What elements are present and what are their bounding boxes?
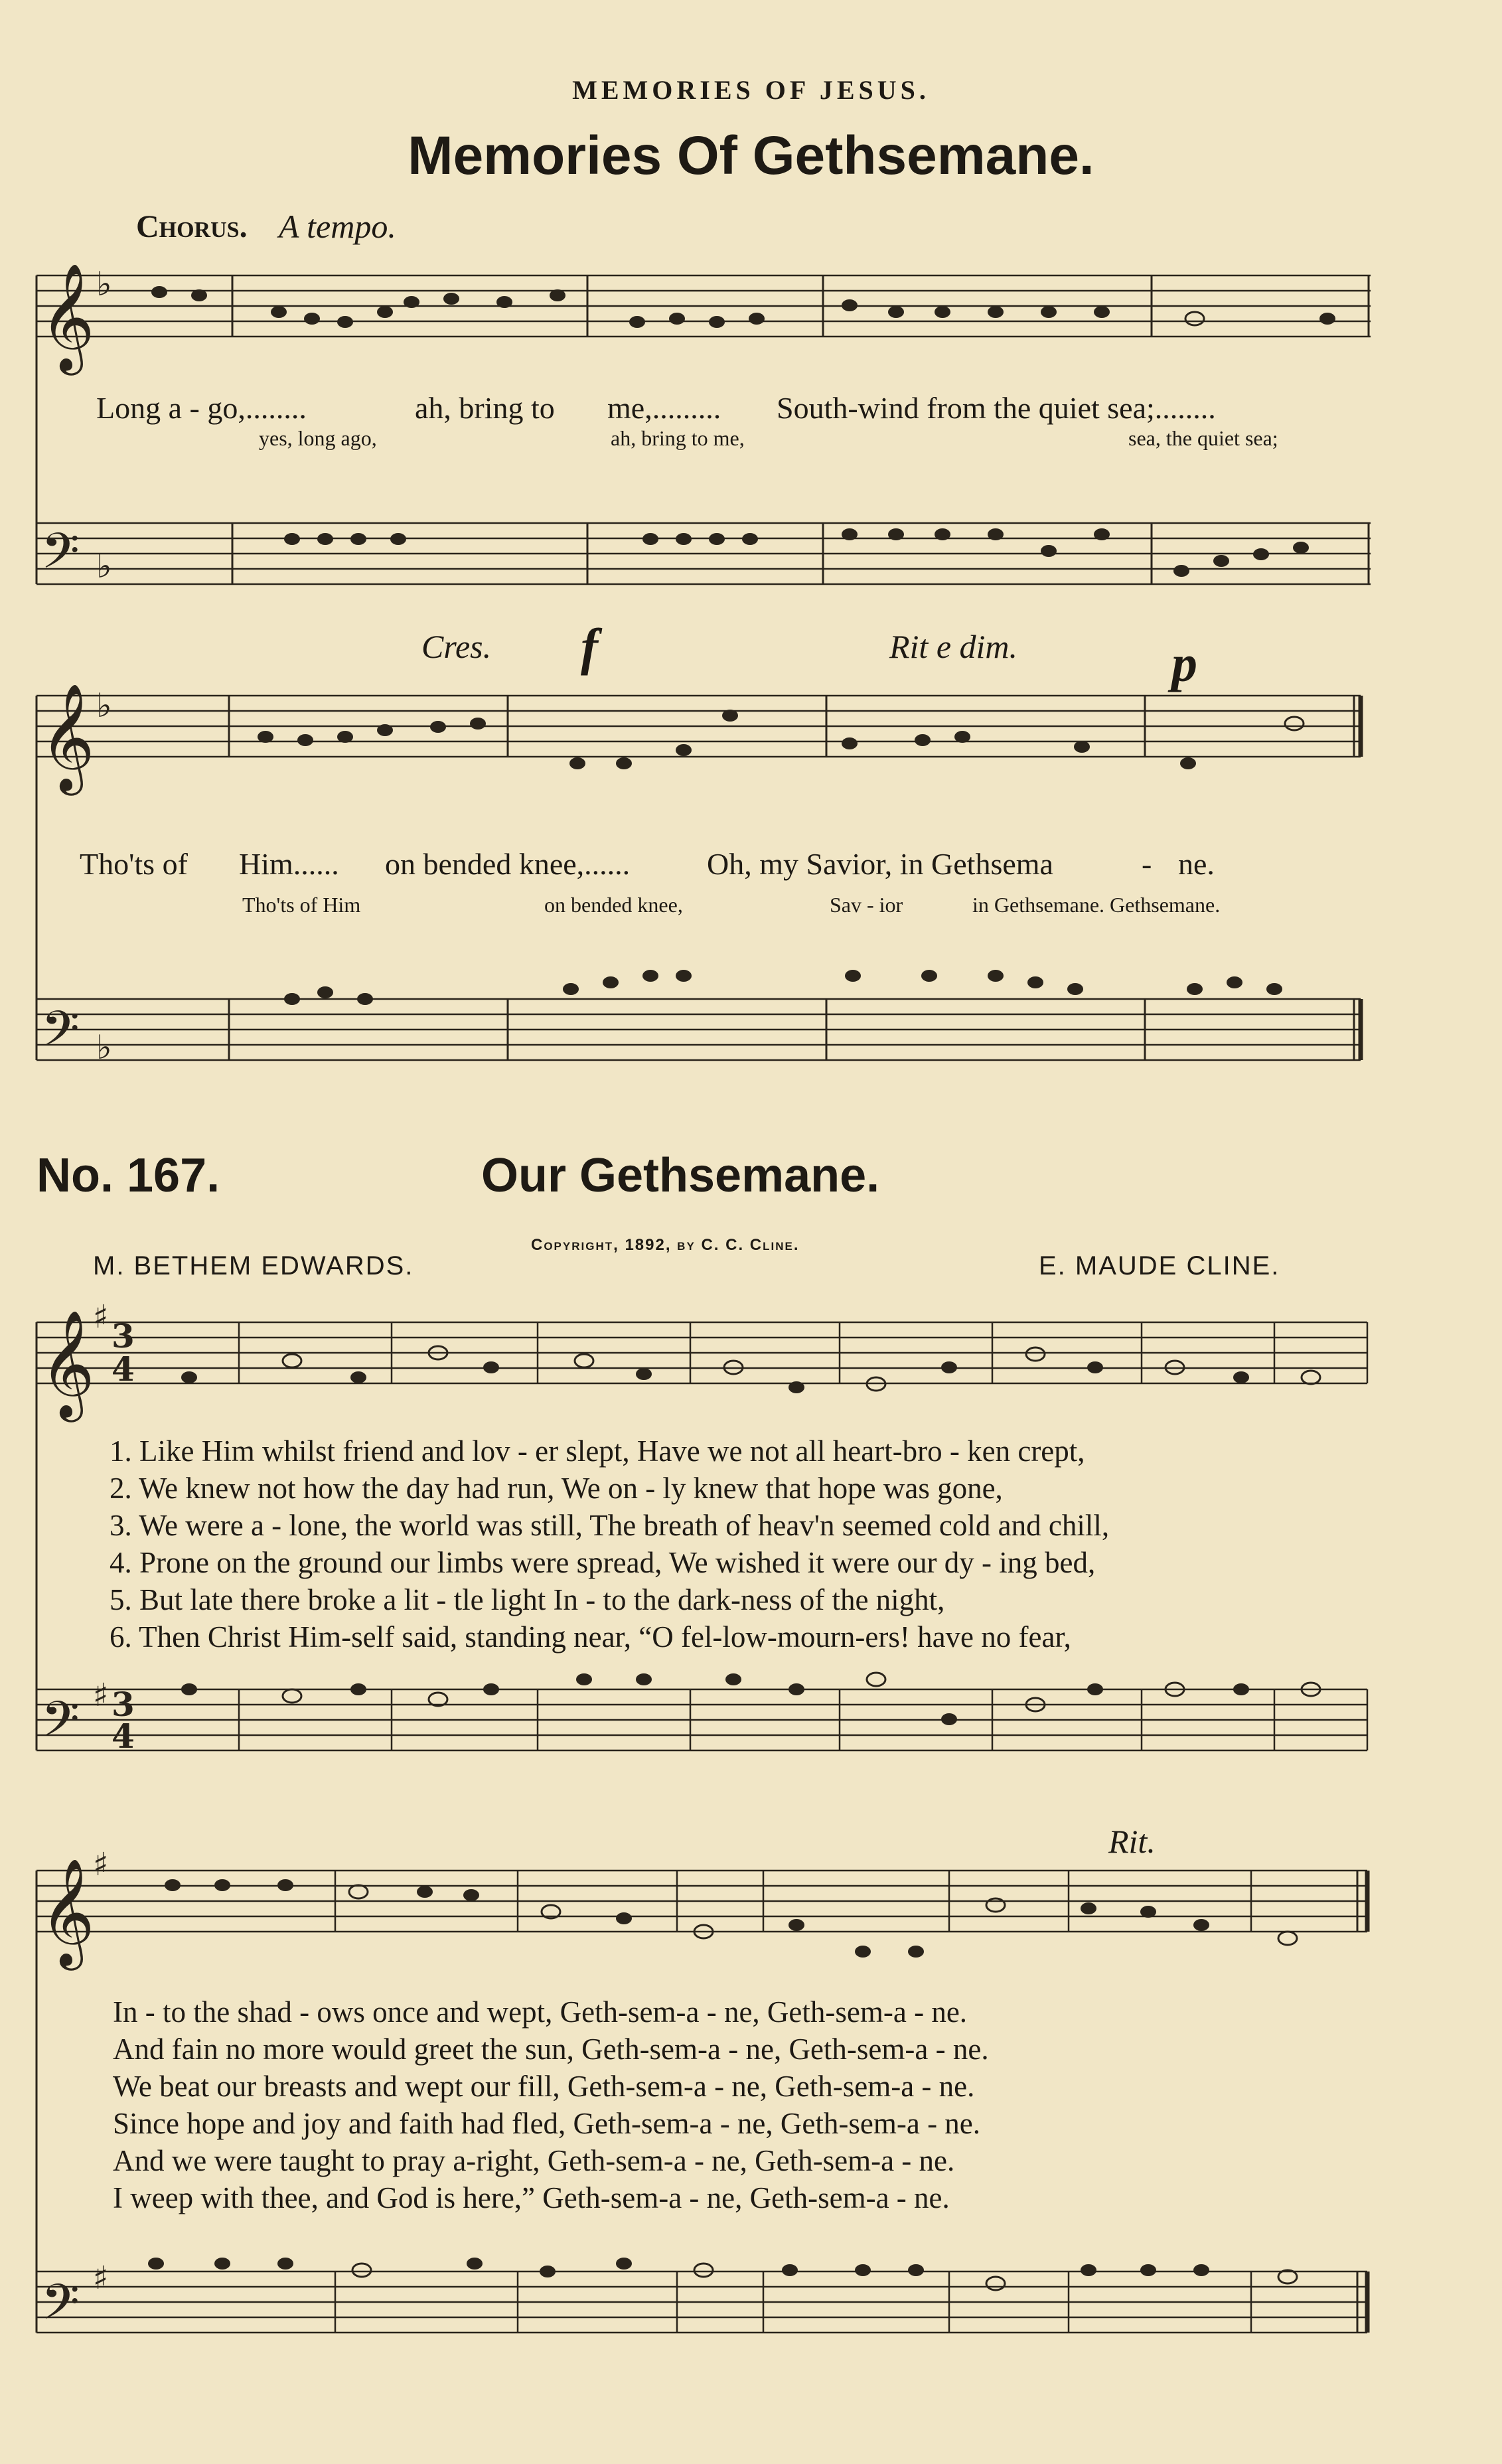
treble-staff-4 — [37, 1871, 1367, 1932]
author-credit: M. BETHEM EDWARDS. — [93, 1251, 414, 1280]
lyric-1-sub-c: sea, the quiet sea; — [1128, 426, 1278, 450]
verse-line: And we were taught to pray a-right, Geth-sem-a - ne, Geth-sem-a - ne. — [113, 2144, 955, 2177]
lyric-2-sub-b: on bended knee, — [544, 893, 683, 917]
cres-marking: Cres. — [421, 628, 492, 665]
page-header: MEMORIES OF JESUS. — [572, 75, 930, 105]
chorus-label: Chorus. — [136, 209, 248, 244]
rit-marking-2: Rit. — [1108, 1823, 1156, 1860]
verses-part2 — [113, 1993, 989, 2216]
forte-marking: f — [581, 618, 598, 676]
time-sig-top: 3 — [112, 1316, 135, 1355]
hymn1-title: Memories Of Gethsemane. — [408, 125, 1094, 186]
lyric-1-sub-b: ah, bring to me, — [611, 426, 745, 450]
treble-clef-icon: 𝄞 — [40, 1858, 95, 1966]
treble-clef-icon: 𝄞 — [40, 263, 95, 371]
verse-line: Since hope and joy and faith had fled, Geth-sem-a - ne, Geth-sem-a - ne. — [113, 2107, 981, 2140]
bass-staff-4 — [37, 2272, 1367, 2333]
verse-line: 3. We were a - lone, the world was still, The breath of heav'n seemed cold and chill, — [110, 1509, 1110, 1542]
lyric-1b: ah, bring to — [415, 391, 555, 425]
sharp-icon: ♯ — [93, 2260, 109, 2297]
bass-clef-icon: 𝄢 — [41, 522, 80, 592]
sharp-icon: ♯ — [93, 1298, 109, 1336]
hymn2-number: No. 167. — [37, 1149, 220, 1202]
verse-line: I weep with thee, and God is here,” Geth-sem-a - ne, Geth-sem-a - ne. — [113, 2181, 950, 2214]
time-sig-bottom: 4 — [112, 1349, 135, 1389]
copyright-notice: Copyright, 1892, by C. C. Cline. — [531, 1236, 800, 1254]
verse-line: And fain no more would greet the sun, Geth-sem-a - ne, Geth-sem-a - ne. — [113, 2033, 989, 2066]
verse-line: We beat our breasts and wept our fill, Geth-sem-a - ne, Geth-sem-a - ne. — [113, 2070, 975, 2103]
flat-icon: ♭ — [96, 686, 112, 725]
lyric-1-sub-a: yes, long ago, — [259, 426, 377, 450]
bass-clef-icon: 𝄢 — [41, 1691, 80, 1760]
time-sig-bottom: 4 — [112, 1717, 135, 1756]
lyric-1c: me,......... — [607, 391, 721, 425]
verse-line: 2. We knew not how the day had run, We on - ly knew that hope was gone, — [110, 1472, 1003, 1505]
verse-line: In - to the shad - ows once and wept, Geth-sem-a - ne, Geth-sem-a - ne. — [113, 1995, 968, 2029]
treble-clef-icon: 𝄞 — [40, 1310, 95, 1418]
hymn2-title: Our Gethsemane. — [481, 1149, 880, 1202]
sharp-icon: ♯ — [93, 1677, 109, 1714]
lyric-2-sub-c: Sav - ior — [830, 893, 903, 917]
lyric-1a: Long a - go,........ — [96, 391, 307, 425]
bass-clef-icon: 𝄢 — [41, 2273, 80, 2343]
bass-staff-1 — [37, 523, 1371, 584]
treble-staff-3 — [37, 1322, 1367, 1383]
lyric-2a: Tho'ts of — [80, 847, 188, 881]
time-sig-top: 3 — [112, 1685, 135, 1724]
lyric-2e: - — [1142, 847, 1152, 881]
composer-credit: E. MAUDE CLINE. — [1039, 1251, 1280, 1280]
lyric-2c: on bended knee,...... — [385, 847, 631, 881]
verse-line: 4. Prone on the ground our limbs were spread, We wished it were our dy - ing bed, — [110, 1546, 1096, 1579]
piano-marking: p — [1171, 635, 1197, 692]
flat-icon: ♭ — [96, 264, 112, 303]
lyric-2b: Him...... — [239, 847, 339, 881]
treble-staff-2 — [37, 696, 1361, 757]
bass-clef-icon: 𝄢 — [41, 1000, 80, 1070]
bass-staff-2 — [37, 999, 1361, 1060]
lyric-2-sub-a: Tho'ts of Him — [242, 893, 361, 917]
tempo-marking: A tempo. — [279, 208, 396, 245]
verse-line: 1. Like Him whilst friend and lov - er slept, Have we not all heart-bro - ken crept, — [110, 1434, 1085, 1468]
lyric-2f: ne. — [1178, 847, 1215, 881]
lyric-2-sub-d: in Gethsemane. Gethsemane. — [972, 893, 1221, 917]
flat-icon: ♭ — [96, 1028, 112, 1067]
note-heads — [148, 286, 1335, 2290]
lyric-2d: Oh, my Savior, in Gethsema — [707, 847, 1053, 881]
flat-icon: ♭ — [96, 546, 112, 585]
treble-clef-icon: 𝄞 — [40, 683, 95, 791]
verse-line: 5. But late there broke a lit - tle light In - to the dark-ness of the night, — [110, 1583, 945, 1616]
bass-staff-3 — [37, 1689, 1367, 1750]
verse-line: 6. Then Christ Him-self said, standing near, “O fel-low-mourn-ers! have no fear, — [110, 1620, 1071, 1654]
treble-staff-1 — [37, 275, 1371, 337]
sharp-icon: ♯ — [93, 1846, 109, 1883]
rit-marking: Rit e dim. — [889, 628, 1018, 665]
lyric-1d: South-wind from the quiet sea;........ — [777, 391, 1216, 425]
verses-part1 — [110, 1432, 1109, 1656]
